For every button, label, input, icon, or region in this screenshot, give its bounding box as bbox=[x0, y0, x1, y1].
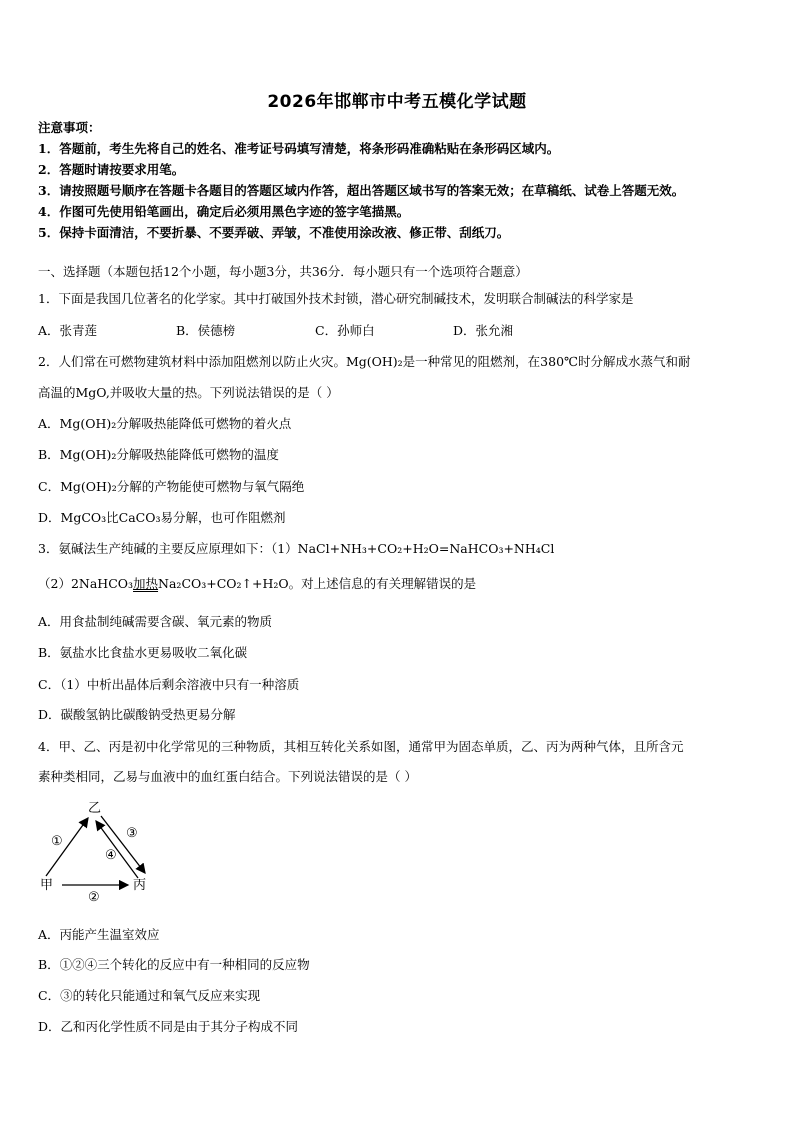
q2-stem-line2: 高温的MgO,并吸收大量的热。下列说法错误的是（ ） bbox=[38, 385, 339, 400]
notice-item: 3．请按照题号顺序在答题卡各题目的答题区域内作答，超出答题区域书写的答案无效；在草稿纸、试卷上答题无效。 bbox=[38, 183, 685, 198]
notice-item: 5．保持卡面清洁，不要折暴、不要弄破、弄皱，不准使用涂改液、修正带、刮纸刀。 bbox=[38, 225, 510, 240]
q4-stem-line2: 素种类相同，乙易与血液中的血红蛋白结合。下列说法错误的是（ ） bbox=[38, 769, 417, 784]
notice-heading: 注意事项： bbox=[38, 120, 101, 135]
notice-item: 2．答题时请按要求用笔。 bbox=[38, 162, 185, 177]
page-title: 2026年邯郸市中考五模化学试题 bbox=[267, 92, 527, 112]
q2-option-c: C．Mg(OH)₂分解的产物能使可燃物与氧气隔绝 bbox=[38, 479, 305, 494]
notice-item: 4．作图可先使用铅笔画出，确定后必须用黑色字迹的签字笔描黑。 bbox=[38, 204, 410, 219]
q1-stem: 1．下面是我国几位著名的化学家。其中打破国外技术封锁，潜心研究制碱技术，发明联合制碱法的科学家是 bbox=[38, 291, 634, 306]
notice-item: 1．答题前，考生先将自己的姓名、准考证号码填写清楚，将条形码准确粘贴在条形码区域内。 bbox=[38, 141, 560, 156]
section-heading: 一、选择题（本题包括12个小题，每小题3分，共36分．每小题只有一个选项符合题意） bbox=[38, 264, 528, 279]
q1-option-a: A．张青莲 bbox=[38, 323, 98, 338]
arrow-3 bbox=[101, 816, 145, 873]
q3-products: Na₂CO₃+CO₂↑+H₂O。对上述信息的有关理解错误的是 bbox=[158, 576, 477, 591]
q1-option-b: B．侯德榜 bbox=[176, 323, 236, 338]
q3-option-d: D．碳酸氢钠比碳酸钠受热更易分解 bbox=[38, 707, 236, 722]
q1-option-c: C．孙师白 bbox=[315, 323, 375, 338]
substance-jia: 甲 bbox=[40, 878, 54, 893]
q3-option-b: B．氨盐水比食盐水更易吸收二氧化碳 bbox=[38, 645, 248, 660]
q4-option-d: D．乙和丙化学性质不同是由于其分子构成不同 bbox=[38, 1019, 299, 1034]
q4-option-b: B．①②④三个转化的反应中有一种相同的反应物 bbox=[38, 957, 310, 972]
q2-option-a: A．Mg(OH)₂分解吸热能降低可燃物的着火点 bbox=[38, 416, 292, 431]
substance-yi: 乙 bbox=[88, 801, 102, 816]
q3-option-c: C．（1）中析出晶体后剩余溶液中只有一种溶质 bbox=[38, 677, 300, 692]
label-4: ④ bbox=[105, 848, 117, 863]
q4-stem-line1: 4．甲、乙、丙是初中化学常见的三种物质，其相互转化关系如图，通常甲为固态单质，乙、丙为两种气体，且所含元 bbox=[38, 739, 684, 754]
q2-option-d: D．MgCO₃比CaCO₃易分解，也可作阻燃剂 bbox=[38, 510, 286, 525]
q3-stem-line1: 3．氨碱法生产纯碱的主要反应原理如下：（1）NaCl+NH₃+CO₂+H₂O=NaHCO₃+NH₄Cl bbox=[38, 541, 555, 556]
label-1: ① bbox=[51, 834, 63, 849]
substance-bing: 丙 bbox=[133, 878, 147, 893]
q3-condition: 加热 bbox=[133, 576, 159, 591]
label-3: ③ bbox=[126, 826, 138, 841]
q4-option-a: A．丙能产生温室效应 bbox=[38, 927, 160, 942]
q3-option-a: A．用食盐制纯碱需要含碳、氧元素的物质 bbox=[38, 614, 273, 629]
q3-reactant: （2）2NaHCO₃ bbox=[38, 576, 134, 591]
q1-option-d: D．张允湘 bbox=[453, 323, 514, 338]
q4-option-c: C．③的转化只能通过和氧气反应来实现 bbox=[38, 988, 261, 1003]
q2-option-b: B．Mg(OH)₂分解吸热能降低可燃物的温度 bbox=[38, 447, 279, 462]
label-2: ② bbox=[88, 890, 100, 905]
q2-stem-line1: 2．人们常在可燃物建筑材料中添加阻燃剂以防止火灾。Mg(OH)₂是一种常见的阻燃剂，在380℃时分解成水蒸气和耐 bbox=[38, 354, 691, 369]
